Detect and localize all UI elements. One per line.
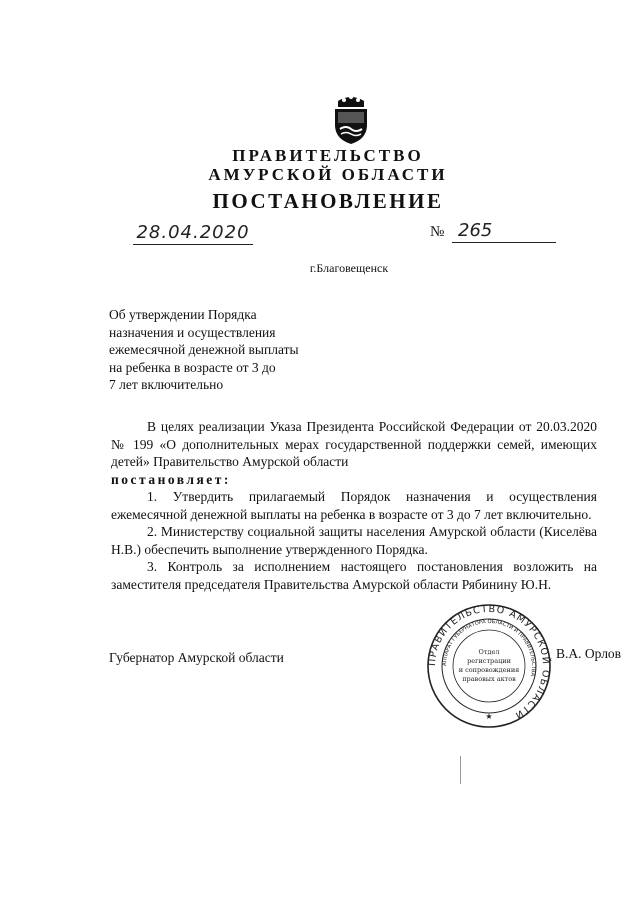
stamp-center-line: Отдел <box>478 648 500 656</box>
subject-line: 7 лет включительно <box>109 377 224 392</box>
decree-item: 3. Контроль за исполнением настоящего постановления возложить на заместителя председателя Правительства Амурской области Рябинину Ю.Н. <box>111 559 597 592</box>
preamble-paragraph: В целях реализации Указа Президента Российской Федерации от 20.03.2020 № 199 «О дополнительных мерах государственной поддержки семей, имеющих детей» Правительство Амурской области <box>111 419 597 469</box>
government-title-line2: АМУРСКОЙ ОБЛАСТИ <box>208 165 448 184</box>
document-date: 28.04.2020 <box>133 222 253 245</box>
signer-name: В.А. Орлов <box>556 646 622 661</box>
stamp-star-icon: ★ <box>485 712 493 721</box>
subject-line: ежемесячной денежной выплаты <box>109 342 299 357</box>
document-type-title: ПОСТАНОВЛЕНИЕ <box>212 189 444 213</box>
decree-item: 2. Министерству социальной защиты населения Амурской области (Киселёва Н.В.) обеспечить выполнение утвержденного Порядка. <box>111 524 597 557</box>
subject-line: назначения и осуществления <box>109 324 276 340</box>
document-number: 265 <box>452 220 556 243</box>
decree-body <box>111 418 597 593</box>
stamp-center-line: и сопровождения <box>458 666 520 674</box>
stamp-outer-text: ПРАВИТЕЛЬСТВО АМУРСКОЙ ОБЛАСТИ <box>426 603 552 722</box>
decree-item: 1. Утвердить прилагаемый Порядок назначения и осуществления ежемесячной денежной выплаты на ребенка в возрасте от 3 до 7 лет включительно. <box>111 489 597 522</box>
number-label: № <box>430 224 445 240</box>
official-stamp <box>426 603 552 729</box>
city-name: г.Благовещенск <box>309 261 389 275</box>
signer-position: Губернатор Амурской области <box>109 650 284 665</box>
subject-line: на ребенка в возрасте от 3 до <box>109 359 276 375</box>
scan-artifact <box>460 756 461 784</box>
subject-line: Об утверждении Порядка <box>109 307 257 322</box>
government-title-line1: ПРАВИТЕЛЬСТВО <box>232 146 424 165</box>
decree-subject <box>109 306 349 394</box>
stamp-center-line: регистрации <box>467 657 511 665</box>
coat-of-arms-icon <box>328 93 374 145</box>
stamp-center-line: правовых актов <box>462 675 516 683</box>
resolves-heading: постановляет: <box>111 471 231 487</box>
stamp-ring-text: АППАРАТ ГУБЕРНАТОРА ОБЛАСТИ И ПРАВИТЕЛЬСТВА <box>441 618 537 677</box>
